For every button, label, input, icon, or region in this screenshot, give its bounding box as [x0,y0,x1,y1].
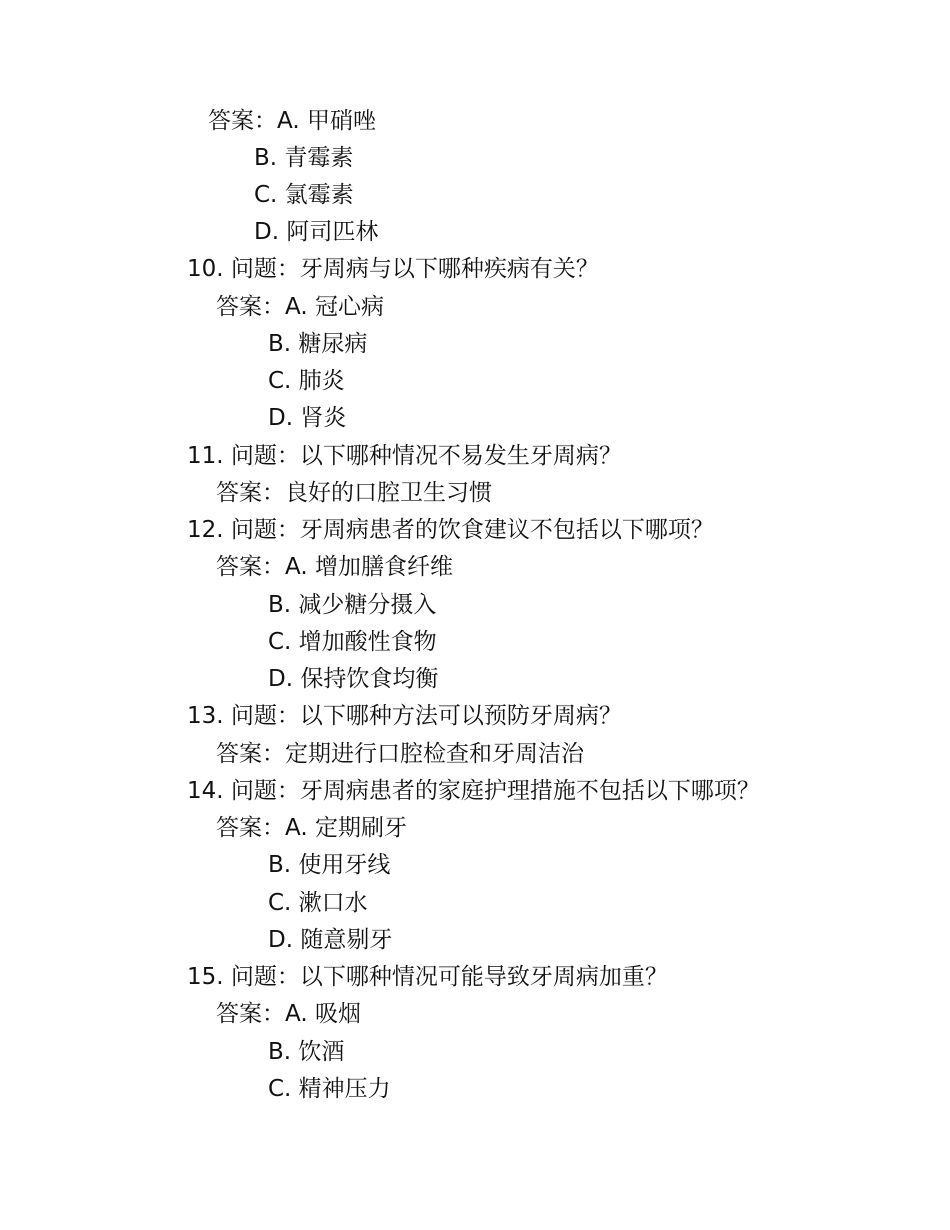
option-d: D. 随意剔牙 [268,927,393,953]
option-a: A. 吸烟 [285,1001,361,1027]
option-a: A. 增加膳食纤维 [285,554,453,580]
option-a: A. 冠心病 [285,294,384,320]
option-c: C. 氯霉素 [254,182,354,208]
question-11: 11. 问题：以下哪种情况不易发生牙周病？ [187,443,622,469]
option-b: B. 青霉素 [254,145,354,171]
answer-line [216,999,361,1029]
option-b: B. 饮酒 [268,1039,345,1065]
answer-line [216,813,407,843]
question-10: 10. 问题：牙周病与以下哪种疾病有关？ [187,256,599,282]
answer-line [208,106,376,136]
question-15: 15. 问题：以下哪种情况可能导致牙周病加重？ [187,964,668,990]
option-d: D. 阿司匹林 [254,219,379,245]
answer-prefix: 答案： [216,294,285,320]
answer-prefix: 答案： [208,108,277,134]
answer-line [216,292,384,322]
option-a: A. 定期刷牙 [285,815,407,841]
answer-line: 答案：定期进行口腔检查和牙周洁治 [216,741,584,767]
option-c: C. 精神压力 [268,1076,391,1102]
question-14: 14. 问题：牙周病患者的家庭护理措施不包括以下哪项？ [187,778,760,804]
question-12: 12. 问题：牙周病患者的饮食建议不包括以下哪项？ [187,517,714,543]
answer-line: 答案：良好的口腔卫生习惯 [216,480,492,506]
answer-line [216,552,453,582]
option-c: C. 漱口水 [268,890,368,916]
option-d: D. 保持饮食均衡 [268,666,439,692]
option-b: B. 减少糖分摄入 [268,592,437,618]
answer-prefix: 答案： [216,554,285,580]
question-13: 13. 问题：以下哪种方法可以预防牙周病？ [187,703,622,729]
option-b: B. 糖尿病 [268,331,368,357]
option-a: A. 甲硝唑 [277,108,376,134]
answer-prefix: 答案： [216,815,285,841]
option-c: C. 增加酸性食物 [268,629,437,655]
option-c: C. 肺炎 [268,368,345,394]
answer-prefix: 答案： [216,1001,285,1027]
option-b: B. 使用牙线 [268,852,391,878]
option-d: D. 肾炎 [268,405,347,431]
